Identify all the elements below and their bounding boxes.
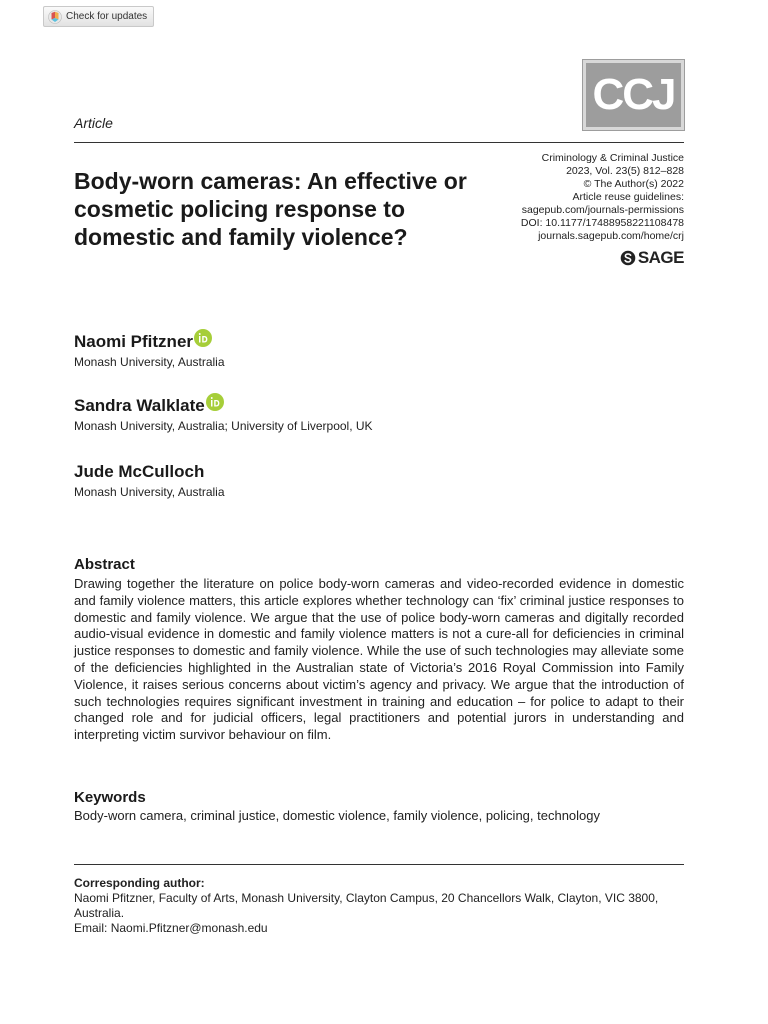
author-name: Sandra Walklate — [74, 396, 205, 415]
journal-name: Criminology & Criminal Justice — [541, 152, 684, 164]
author-block — [74, 332, 225, 369]
keywords-heading: Keywords — [74, 789, 146, 806]
journal-logo: CCJ — [583, 60, 684, 130]
email-label: Email: — [74, 921, 111, 935]
author-affiliation: Monash University, Australia — [74, 485, 225, 499]
keywords-section — [74, 789, 600, 823]
author-name: Jude McCulloch — [74, 462, 205, 481]
footer-divider — [74, 864, 684, 865]
orcid-icon[interactable] — [206, 393, 224, 411]
abstract-text: Drawing together the literature on police body-worn cameras and video-recorded evidence in domestic and family violence matters, this article explores whether technology can ‘fix’ criminal justice responses to domestic and family violence. We argue that the use of police body-worn cameras and digitally recorded audio-visual evidence in domestic and family violence matters is not a cure-all for deficiencies in criminal justice responses to domestic and family violence. While the use of such technologies may alleviate some of the deficiencies highlighted in the Australian state of Victoria’s 2016 Royal Commission into Family Violence, it raises serious concerns about victim’s agency and privacy. We argue that the introduction of such technologies requires significant investment in training and education – for police to adapt to their changed role and for judicial officers, legal practitioners and potential jurors in understanding and interpreting victim survivor behaviour on film. — [74, 576, 684, 743]
journal-volume: 2023, Vol. 23(5) 812–828 — [566, 165, 684, 177]
keywords-text: Body-worn camera, criminal justice, domestic violence, family violence, policing, technology — [74, 808, 601, 823]
check-for-updates-label: Check for updates — [66, 11, 148, 22]
check-for-updates-button[interactable] — [43, 6, 154, 27]
publisher-name: SAGE — [637, 248, 684, 267]
reuse-guidelines-link[interactable]: sagepub.com/journals-permissions — [521, 204, 684, 216]
corresponding-author-heading: Corresponding author: — [74, 876, 205, 890]
author-name: Naomi Pfitzner — [74, 332, 194, 351]
article-type-label: Article — [74, 115, 113, 131]
corresponding-author-email-row — [74, 921, 684, 936]
copyright-line: © The Author(s) 2022 — [583, 178, 684, 190]
author-affiliation: Monash University, Australia; University of Liverpool, UK — [74, 419, 373, 433]
update-badge-icon — [48, 10, 62, 24]
corresponding-author — [74, 876, 684, 936]
author-name-row — [74, 332, 225, 352]
orcid-icon[interactable] — [194, 329, 212, 347]
author-block — [74, 462, 225, 499]
journal-home-link[interactable]: journals.sagepub.com/home/crj — [538, 230, 684, 242]
article-title: Body-worn cameras: An effective or cosmetic policing response to domestic and family violence? — [74, 168, 467, 250]
author-affiliation: Monash University, Australia — [74, 355, 225, 369]
author-name-row — [74, 462, 225, 482]
reuse-guidelines-label: Article reuse guidelines: — [572, 191, 684, 203]
author-name-row — [74, 396, 373, 416]
email-link[interactable]: Naomi.Pfitzner@monash.edu — [110, 921, 268, 935]
author-block — [74, 396, 373, 433]
sage-s-icon — [620, 250, 636, 266]
corresponding-author-address: Naomi Pfitzner, Faculty of Arts, Monash University, Clayton Campus, 20 Chancellors Walk, Clayton, VIC 3800, Australia. — [74, 891, 659, 920]
publisher-logo — [620, 248, 684, 268]
journal-metadata — [521, 152, 684, 243]
header-divider — [74, 142, 684, 143]
doi-link[interactable]: DOI: 10.1177/17488958221108478 — [520, 217, 684, 229]
abstract-heading: Abstract — [74, 556, 135, 573]
